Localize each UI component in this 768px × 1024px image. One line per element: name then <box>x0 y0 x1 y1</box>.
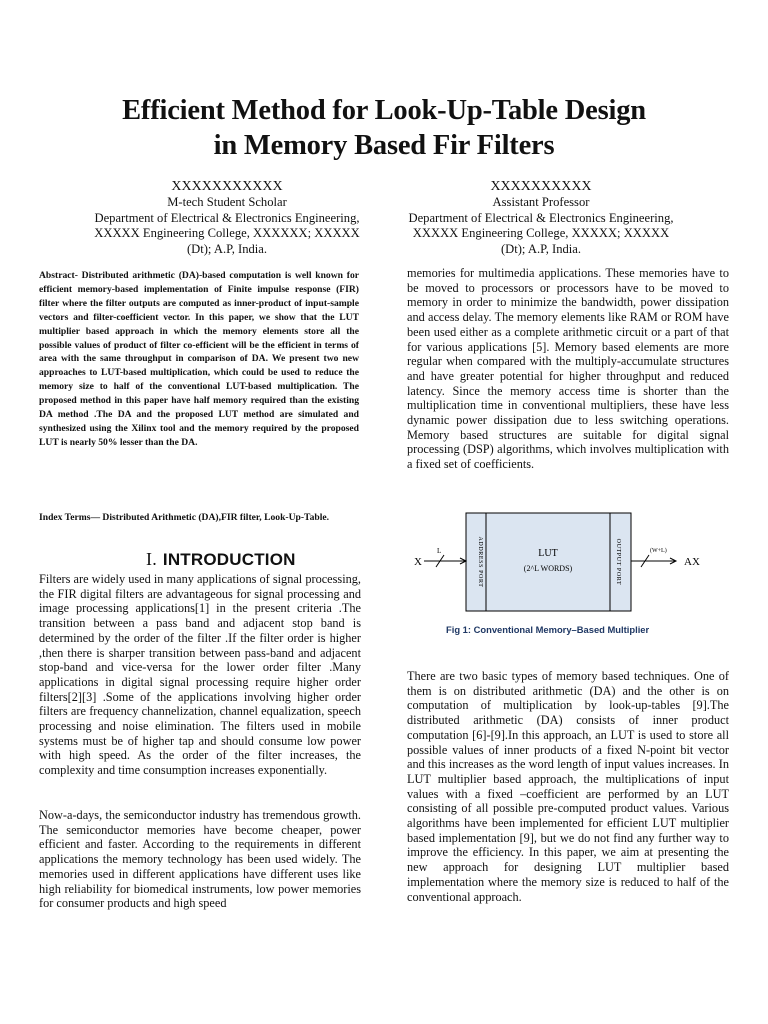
author-department: Department of Electrical & Electronics Engineering, <box>94 210 360 225</box>
intro-paragraph-2: Now-a-days, the semiconductor industry has tremendous growth. The semiconductor memories have become cheaper, power efficient and faster. According to the requirements in different applications the memory technology has been used widely. The memories used in different applications have different uses like high reliability for biomedical instruments, low power memories for consumer products and high speed <box>39 808 361 911</box>
output-port-label: OUTPUT PORT <box>615 538 621 586</box>
author-college: XXXXX Engineering College, XXXXXX; XXXXX <box>94 226 360 241</box>
abstract: Abstract- Distributed arithmetic (DA)-based computation is well known for efficient memory-based implementation of Finite impulse response (FIR) filter where the filter outputs are computed as inner-product of input-sample vectors and filter-coefficient vector. In this paper, we show that the LUT multiplier based approach in which the memory elements store all the possible values of product of filter co-efficient will be the efficient in terms of area with the same throughput in comparison of DA. We present two new approaches to LUT-based multiplication, which could be used to reduce the memory size to half of the conventional LUT-based multiplication. The proposed method in this paper have half memory required than the existing DA method .The DA and the proposed LUT method are simulated and synthesized using the Xilinx tool and the memory required by the proposed LUT is nearly 50% lesser than the DA. <box>39 270 359 448</box>
section-heading-introduction <box>146 548 346 571</box>
output-width-label: (W+L) <box>650 548 667 554</box>
lut-block <box>466 513 631 611</box>
author-place: (Dt); A.P, India. <box>186 241 268 256</box>
lut-multiplier-diagram <box>400 505 730 615</box>
author-block-1 <box>86 178 368 257</box>
paper-title <box>40 93 728 163</box>
figure-caption: Fig 1: Conventional Memory–Based Multiplier <box>446 624 650 635</box>
output-label: AX <box>684 556 700 568</box>
author-department: Department of Electrical & Electronics Engineering, <box>408 210 674 225</box>
title-line-2: in Memory Based Fir Filters <box>213 130 555 161</box>
author-college: XXXXX Engineering College, XXXXX; XXXXX <box>412 226 670 241</box>
input-width-label: L <box>437 547 442 555</box>
author-name: XXXXXXXXXXX <box>171 179 283 194</box>
author-block-2 <box>400 178 682 257</box>
author-place: (Dt); A.P, India. <box>500 241 582 256</box>
author-name: XXXXXXXXXX <box>490 179 592 194</box>
title-line-1: Efficient Method for Look-Up-Table Design <box>122 95 646 126</box>
author-role: Assistant Professor <box>492 195 590 209</box>
intro-paragraph-1: Filters are widely used in many applications of signal processing, the FIR digital filters are advantageous for signal processing and image processing applications[1] in the present criteria .The transition between a pass band and adjacent stop band is determined by the order of the filter .If the filter order is higher ,then there is sharper transition between pass-band and adjacent stop-band and vice-versa for the lower order filter .Many applications in digital signal processing require higher order filters[2][3] .Some of the applications involving higher order filters are frequency channelization, channel equalization, speech processing and noise elimination. The filters used in mobile systems must be of higher tap and should consume low power with high speed. As the order of the filter increases, the complexity and time consumption increases exponentially. <box>39 572 361 778</box>
section-title: INTRODUCTION <box>162 550 296 569</box>
section-number: I. <box>146 549 157 569</box>
right-paragraph-1: memories for multimedia applications. These memories have to be moved to processors or processors have to be moved to memory in order to minimize the bandwidth, power dissipation and access delay. The memory elements like RAM or ROM have been used either as a complete arithmetic circuit or a part of that for various applications [5]. Memory based elements are more regular when compared with the multiply-accumulate structures and have greater potential for higher throughput and reduced latency. Since the memory access time is shorter than the multiplication time in conventional multipliers, these have less dynamic power dissipation due to less switching operations. Memory based structures are suitable for digital signal processing (DSP) algorithms, which involves multiplication with a fixed set of coefficients. <box>407 266 729 472</box>
lut-label: LUT <box>538 548 558 559</box>
index-terms: Index Terms— Distributed Arithmetic (DA),FIR filter, Look-Up-Table. <box>39 512 330 523</box>
address-port-label: ADDRESS PORT <box>477 536 483 588</box>
right-paragraph-2: There are two basic types of memory based techniques. One of them is on distributed arithmetic (DA) and the other is on computation of multiplication by look-up-tables [9].The distributed arithmetic (DA) consists of inner product computation [6]-[9].In this approach, an LUT is used to store all possible values of inner products of a fixed N-point bit vector and this increases as the word length of input values increases. In LUT multiplier based approach, the multiplications of input values with a fixed –coefficient are performed by an LUT consisting of all possible pre-computed product values. Various algorithms have been implemented for efficient LUT multiplier based implementation [9], but we do not find any further way to improve the efficiency. In this paper, we aim at presenting the new approach for designing LUT multiplier based implementation where the memory size is reduced to half of the conventional approach. <box>407 669 729 904</box>
lut-words-label: (2^L WORDS) <box>523 564 573 573</box>
input-label: X <box>414 556 422 568</box>
author-role: M-tech Student Scholar <box>167 195 287 209</box>
